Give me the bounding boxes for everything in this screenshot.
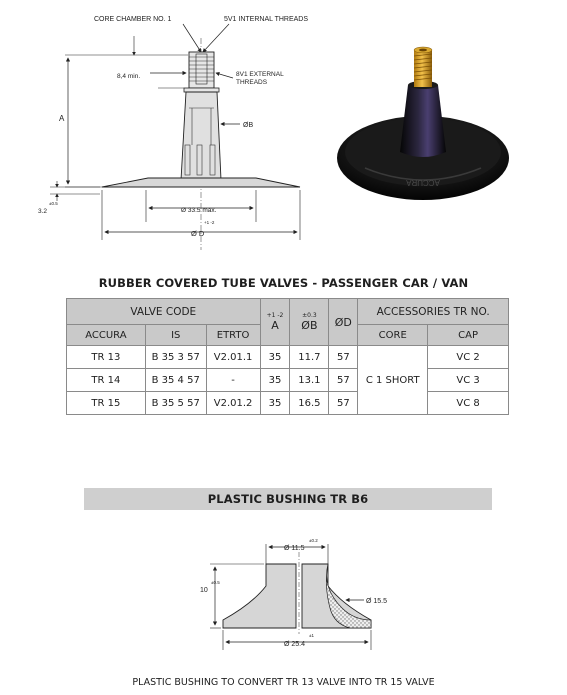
dim-d-label: Ø D bbox=[191, 229, 205, 238]
table-row bbox=[67, 346, 509, 369]
dim-11-5-label: Ø 11.5 bbox=[284, 545, 305, 552]
col-etrto-header: ETRTO bbox=[206, 325, 260, 346]
brand-imprint: ACCURA bbox=[406, 178, 440, 187]
cell-b: 11.7 bbox=[290, 346, 329, 369]
cell-d: 57 bbox=[329, 346, 358, 369]
table-row bbox=[67, 392, 509, 415]
col-a-label: A bbox=[271, 319, 279, 332]
dim-10-label: 10 bbox=[200, 587, 208, 594]
cell-etrto: - bbox=[206, 369, 260, 392]
accessories-header: ACCESSORIES TR NO. bbox=[358, 299, 509, 325]
cell-etrto: V2.01.2 bbox=[206, 392, 260, 415]
cell-is: B 35 5 57 bbox=[145, 392, 206, 415]
dim-25-4-tolerance: ±1 bbox=[309, 633, 314, 638]
col-b-header bbox=[290, 299, 329, 346]
cell-b: 13.1 bbox=[290, 369, 329, 392]
cell-d: 57 bbox=[329, 369, 358, 392]
dim-3-2-tolerance: ±0.5 bbox=[49, 201, 58, 206]
bushing-drawing bbox=[190, 528, 390, 670]
table-row bbox=[67, 369, 509, 392]
dim-a-label: A bbox=[59, 114, 65, 123]
dim-d-tolerance: +1 -2 bbox=[204, 220, 215, 225]
cell-cap: VC 2 bbox=[428, 346, 509, 369]
bushing-caption: PLASTIC BUSHING TO CONVERT TR 13 VALVE INTO TR 15 VALVE bbox=[132, 677, 435, 688]
valves-table bbox=[66, 298, 509, 415]
col-cap-header: CAP bbox=[428, 325, 509, 346]
col-is-header: IS bbox=[145, 325, 206, 346]
dim-8-4-label: 8,4 min. bbox=[117, 73, 141, 80]
cell-core: C 1 SHORT bbox=[358, 346, 428, 415]
dim-33-5-label: Ø 33.5 max. bbox=[181, 207, 217, 214]
cell-accura: TR 14 bbox=[67, 369, 146, 392]
cell-is: B 35 4 57 bbox=[145, 369, 206, 392]
cell-accura: TR 15 bbox=[67, 392, 146, 415]
bushing-title: PLASTIC BUSHING TR B6 bbox=[84, 488, 492, 510]
cell-b: 16.5 bbox=[290, 392, 329, 415]
col-b-label: ØB bbox=[301, 319, 318, 332]
valve-technical-drawing bbox=[0, 0, 320, 250]
col-d-label: ØD bbox=[334, 315, 352, 329]
dim-b-label: ØB bbox=[243, 122, 254, 129]
core-chamber-label: CORE CHAMBER NO. 1 bbox=[94, 16, 172, 23]
col-a-tolerance: +1 -2 bbox=[266, 312, 284, 319]
table-title: RUBBER COVERED TUBE VALVES - PASSENGER CAR / VAN bbox=[98, 276, 469, 290]
col-a-header bbox=[260, 299, 290, 346]
valve-product-photo bbox=[325, 40, 525, 210]
cell-d: 57 bbox=[329, 392, 358, 415]
cell-cap: VC 8 bbox=[428, 392, 509, 415]
dim-25-4-label: Ø 25.4 bbox=[284, 641, 306, 648]
col-b-tolerance: ±0.3 bbox=[302, 312, 317, 319]
dim-10-tolerance: ±0.5 bbox=[211, 580, 220, 585]
cell-etrto: V2.01.1 bbox=[206, 346, 260, 369]
internal-threads-label: 5V1 INTERNAL THREADS bbox=[224, 16, 309, 23]
col-accura-header: ACCURA bbox=[67, 325, 146, 346]
cell-accura: TR 13 bbox=[67, 346, 146, 369]
cell-a: 35 bbox=[260, 346, 290, 369]
cell-a: 35 bbox=[260, 369, 290, 392]
valve-code-header: VALVE CODE bbox=[67, 299, 261, 325]
col-d-header bbox=[329, 299, 358, 346]
cell-a: 35 bbox=[260, 392, 290, 415]
col-core-header: CORE bbox=[358, 325, 428, 346]
cell-cap: VC 3 bbox=[428, 369, 509, 392]
external-threads-label-2: THREADS bbox=[236, 79, 268, 86]
dim-15-5-label: Ø 15.5 bbox=[366, 598, 388, 605]
dim-11-5-tolerance: ±0.2 bbox=[309, 538, 318, 543]
dim-3-2-label: 3.2 bbox=[38, 208, 48, 215]
cell-is: B 35 3 57 bbox=[145, 346, 206, 369]
external-threads-label: 8V1 EXTERNAL bbox=[236, 71, 284, 78]
